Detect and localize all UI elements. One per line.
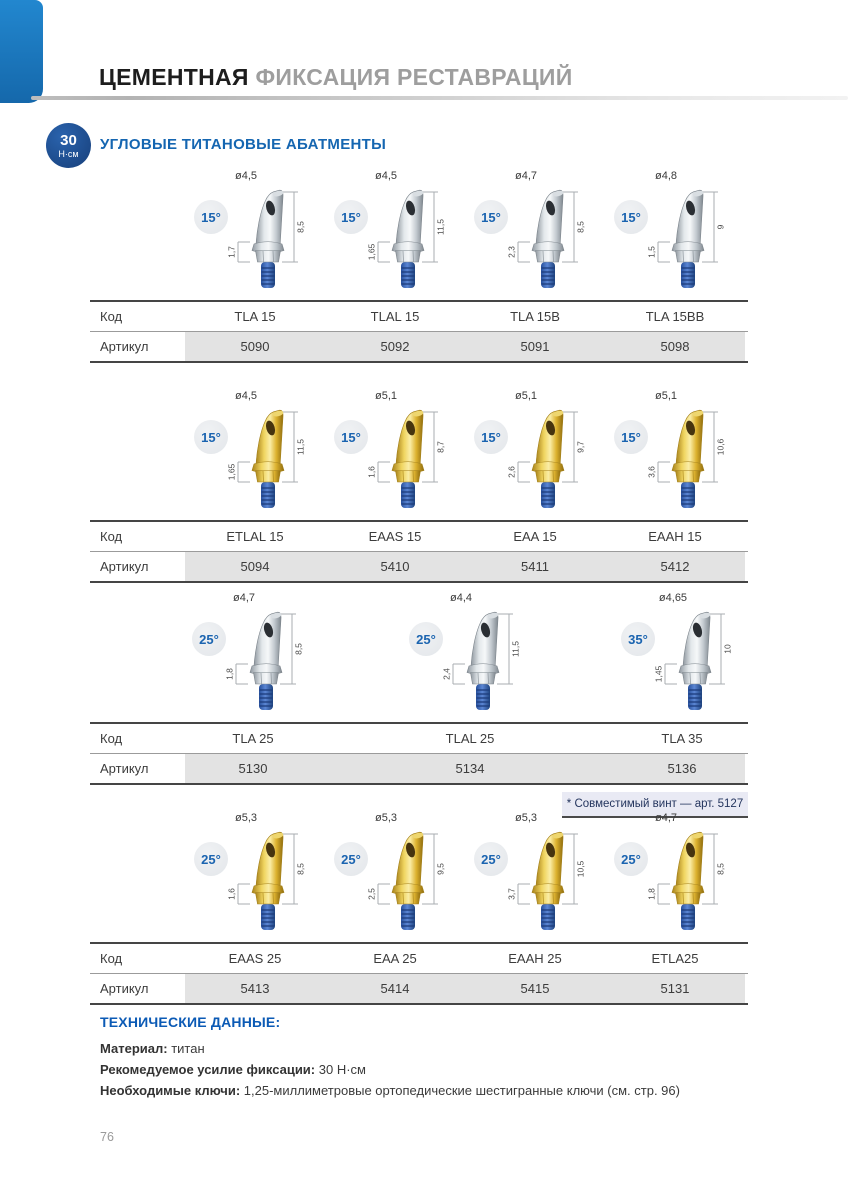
header-divider bbox=[31, 96, 848, 100]
product-cell bbox=[185, 812, 325, 936]
code-row bbox=[90, 944, 748, 974]
page-number: 76 bbox=[100, 1130, 114, 1144]
base-height-dim: 3,6 bbox=[646, 466, 657, 478]
angle-badge bbox=[334, 200, 368, 234]
product-article: 5134 bbox=[321, 754, 619, 783]
abutment-figure bbox=[621, 610, 733, 716]
code-row bbox=[90, 302, 748, 332]
angle-value: 25° bbox=[621, 851, 641, 867]
product-article: 5131 bbox=[605, 974, 745, 1003]
total-height-dim: 11,5 bbox=[510, 641, 521, 657]
diameter-label: ø4,5 bbox=[234, 390, 257, 402]
base-height-dim: 1,6 bbox=[226, 888, 237, 900]
base-height-dim: 1,8 bbox=[224, 668, 235, 680]
torque-value: 30 bbox=[60, 131, 77, 149]
total-height-dim: 8,5 bbox=[295, 863, 306, 875]
product-group-3 bbox=[90, 592, 748, 818]
abutment-illustration bbox=[646, 830, 726, 936]
angle-badge bbox=[194, 420, 228, 454]
product-code: ETLAL 15 bbox=[226, 529, 284, 544]
angle-value: 15° bbox=[481, 209, 501, 225]
angle-value: 15° bbox=[621, 429, 641, 445]
product-cell bbox=[185, 170, 325, 294]
angle-value: 25° bbox=[341, 851, 361, 867]
product-cell bbox=[465, 170, 605, 294]
product-code: EAAH 25 bbox=[508, 951, 562, 966]
product-code: TLA 15 bbox=[234, 309, 276, 324]
base-height-dim: 1,6 bbox=[366, 466, 377, 478]
angle-badge bbox=[614, 200, 648, 234]
page-title bbox=[99, 64, 573, 91]
product-cell bbox=[325, 170, 465, 294]
diameter-label: ø4,5 bbox=[234, 170, 257, 182]
tech-label: Материал: bbox=[100, 1041, 168, 1056]
abutment-figure bbox=[192, 610, 304, 716]
product-article: 5414 bbox=[325, 974, 465, 1003]
product-group-4 bbox=[90, 812, 748, 1005]
product-article: 5130 bbox=[185, 754, 321, 783]
diameter-label: ø5,1 bbox=[654, 390, 677, 402]
abutment-figure bbox=[194, 408, 306, 514]
section-title: УГЛОВЫЕ ТИТАНОВЫЕ АБАТМЕНТЫ bbox=[100, 136, 387, 153]
torque-unit: Н·см bbox=[58, 148, 79, 159]
figure-row bbox=[90, 170, 748, 294]
abutment-figure bbox=[614, 408, 726, 514]
product-code: EAAS 25 bbox=[228, 951, 282, 966]
compatible-screw-note: * Совместимый винт — арт. 5127 bbox=[562, 792, 748, 818]
abutment-illustration bbox=[646, 408, 726, 514]
product-article: 5411 bbox=[465, 552, 605, 581]
product-cell bbox=[605, 390, 745, 514]
abutment-illustration bbox=[224, 610, 304, 716]
angle-value: 25° bbox=[199, 631, 219, 647]
page-title-secondary: ФИКСАЦИЯ РЕСТАВРАЦИЙ bbox=[255, 64, 573, 90]
angle-value: 25° bbox=[201, 851, 221, 867]
abutment-figure bbox=[474, 408, 586, 514]
abutment-figure bbox=[334, 408, 446, 514]
technical-data-heading: ТЕХНИЧЕСКИЕ ДАННЫЕ: bbox=[100, 1014, 281, 1030]
total-height-dim: 11,5 bbox=[295, 439, 306, 455]
total-height-dim: 9,7 bbox=[575, 441, 586, 453]
angle-badge bbox=[409, 622, 443, 656]
abutment-figure bbox=[614, 188, 726, 294]
total-height-dim: 8,5 bbox=[715, 863, 726, 875]
product-article: 5412 bbox=[605, 552, 745, 581]
product-code: EAAH 15 bbox=[648, 529, 702, 544]
abutment-illustration bbox=[226, 830, 306, 936]
product-article: 5094 bbox=[185, 552, 325, 581]
tech-value: 1,25-миллиметровые ортопедические шестигранные ключи (см. стр. 96) bbox=[243, 1083, 680, 1098]
diameter-label: ø4,8 bbox=[654, 170, 677, 182]
figure-row-spacer bbox=[90, 812, 185, 936]
product-article: 5415 bbox=[465, 974, 605, 1003]
angle-value: 15° bbox=[201, 429, 221, 445]
diameter-label: ø4,4 bbox=[449, 592, 472, 604]
angle-badge bbox=[334, 842, 368, 876]
torque-badge bbox=[46, 123, 91, 168]
article-row bbox=[90, 332, 748, 361]
product-code: TLA 35 bbox=[661, 731, 703, 746]
product-code: TLA 25 bbox=[232, 731, 274, 746]
abutment-figure bbox=[334, 188, 446, 294]
product-code: ETLA25 bbox=[651, 951, 699, 966]
diameter-label: ø4,5 bbox=[374, 170, 397, 182]
row-label-article: Артикул bbox=[100, 559, 149, 574]
abutment-figure bbox=[474, 830, 586, 936]
diameter-label: ø4,65 bbox=[658, 592, 688, 604]
total-height-dim: 8,5 bbox=[575, 221, 586, 233]
figure-row bbox=[90, 592, 748, 716]
product-cell bbox=[605, 812, 745, 936]
figure-row bbox=[90, 812, 748, 936]
product-code: EAA 15 bbox=[513, 529, 557, 544]
angle-badge bbox=[614, 842, 648, 876]
row-label-article: Артикул bbox=[100, 339, 149, 354]
angle-value: 15° bbox=[341, 429, 361, 445]
total-height-dim: 10,5 bbox=[575, 860, 586, 878]
abutment-figure bbox=[409, 610, 521, 716]
product-cell bbox=[619, 592, 745, 716]
figure-row bbox=[90, 390, 748, 514]
product-code: TLA 15B bbox=[510, 309, 560, 324]
base-height-dim: 2,3 bbox=[506, 246, 517, 258]
product-cell bbox=[325, 812, 465, 936]
angle-badge bbox=[621, 622, 655, 656]
tech-label: Рекомедуемое усилие фиксации: bbox=[100, 1062, 316, 1077]
base-height-dim: 1,45 bbox=[653, 665, 664, 683]
tech-row-torque bbox=[100, 1062, 780, 1077]
product-article: 5410 bbox=[325, 552, 465, 581]
base-height-dim: 1,5 bbox=[646, 246, 657, 258]
product-cell bbox=[605, 170, 745, 294]
product-table bbox=[90, 300, 748, 363]
product-cell bbox=[325, 390, 465, 514]
angle-value: 25° bbox=[416, 631, 436, 647]
base-height-dim: 1,7 bbox=[226, 246, 237, 258]
product-article: 5090 bbox=[185, 332, 325, 361]
product-cell bbox=[185, 390, 325, 514]
total-height-dim: 9 bbox=[715, 224, 726, 230]
tech-value: титан bbox=[171, 1041, 205, 1056]
product-article: 5091 bbox=[465, 332, 605, 361]
angle-badge bbox=[614, 420, 648, 454]
angle-badge bbox=[192, 622, 226, 656]
product-table bbox=[90, 520, 748, 583]
abutment-illustration bbox=[226, 408, 306, 514]
diameter-label: ø5,1 bbox=[374, 390, 397, 402]
product-cell bbox=[185, 592, 321, 716]
abutment-illustration bbox=[441, 610, 521, 716]
abutment-illustration bbox=[366, 188, 446, 294]
total-height-dim: 10 bbox=[722, 644, 733, 654]
row-label-code: Код bbox=[100, 951, 123, 966]
diameter-label: ø4,7 bbox=[232, 592, 255, 604]
product-group-1 bbox=[90, 170, 748, 363]
angle-badge bbox=[474, 200, 508, 234]
row-label-code: Код bbox=[100, 309, 123, 324]
angle-value: 15° bbox=[621, 209, 641, 225]
row-label-code: Код bbox=[100, 529, 123, 544]
row-label-article: Артикул bbox=[100, 761, 149, 776]
angle-value: 15° bbox=[201, 209, 221, 225]
product-article: 5413 bbox=[185, 974, 325, 1003]
angle-badge bbox=[334, 420, 368, 454]
base-height-dim: 1,8 bbox=[646, 888, 657, 900]
base-height-dim: 2,5 bbox=[366, 888, 377, 900]
code-row bbox=[90, 724, 748, 754]
product-cell bbox=[465, 390, 605, 514]
tech-value: 30 Н·см bbox=[318, 1062, 366, 1077]
product-article: 5098 bbox=[605, 332, 745, 361]
figure-row-spacer bbox=[90, 170, 185, 294]
article-row bbox=[90, 552, 748, 581]
base-height-dim: 1,65 bbox=[366, 243, 377, 261]
abutment-figure bbox=[474, 188, 586, 294]
diameter-label: ø5,3 bbox=[234, 812, 257, 824]
diameter-label: ø5,3 bbox=[374, 812, 397, 824]
product-code: TLAL 15 bbox=[370, 309, 420, 324]
total-height-dim: 9,5 bbox=[435, 863, 446, 875]
product-code: TLAL 25 bbox=[445, 731, 495, 746]
abutment-illustration bbox=[366, 830, 446, 936]
code-row bbox=[90, 522, 748, 552]
diameter-label: ø5,1 bbox=[514, 390, 537, 402]
row-label-code: Код bbox=[100, 731, 123, 746]
abutment-illustration bbox=[226, 188, 306, 294]
product-code: EAAS 15 bbox=[368, 529, 422, 544]
total-height-dim: 10,6 bbox=[715, 438, 726, 456]
product-code: EAA 25 bbox=[373, 951, 417, 966]
diameter-label: ø4,7 bbox=[654, 812, 677, 824]
figure-row-spacer bbox=[90, 592, 185, 716]
abutment-illustration bbox=[506, 188, 586, 294]
abutment-figure bbox=[194, 830, 306, 936]
angle-badge bbox=[474, 842, 508, 876]
abutment-illustration bbox=[646, 188, 726, 294]
angle-badge bbox=[194, 842, 228, 876]
abutment-illustration bbox=[653, 610, 733, 716]
product-article: 5092 bbox=[325, 332, 465, 361]
abutment-figure bbox=[194, 188, 306, 294]
angle-badge bbox=[194, 200, 228, 234]
total-height-dim: 8,5 bbox=[293, 643, 304, 655]
article-row bbox=[90, 754, 748, 783]
product-table bbox=[90, 722, 748, 785]
technical-data-section bbox=[100, 1014, 780, 1104]
angle-badge bbox=[474, 420, 508, 454]
product-cell bbox=[321, 592, 619, 716]
row-label-article: Артикул bbox=[100, 981, 149, 996]
total-height-dim: 8,5 bbox=[295, 221, 306, 233]
angle-value: 15° bbox=[341, 209, 361, 225]
figure-row-spacer bbox=[90, 390, 185, 514]
page-edge-tab bbox=[0, 0, 43, 103]
page-title-primary: ЦЕМЕНТНАЯ bbox=[99, 64, 249, 90]
abutment-figure bbox=[334, 830, 446, 936]
product-cell bbox=[465, 812, 605, 936]
total-height-dim: 11,5 bbox=[435, 219, 446, 235]
base-height-dim: 2,6 bbox=[506, 466, 517, 478]
angle-value: 35° bbox=[628, 631, 648, 647]
abutment-illustration bbox=[506, 408, 586, 514]
abutment-illustration bbox=[366, 408, 446, 514]
angle-value: 25° bbox=[481, 851, 501, 867]
tech-label: Необходимые ключи: bbox=[100, 1083, 241, 1098]
abutment-illustration bbox=[506, 830, 586, 936]
diameter-label: ø4,7 bbox=[514, 170, 537, 182]
base-height-dim: 1,65 bbox=[226, 463, 237, 481]
product-table bbox=[90, 942, 748, 1005]
product-group-2 bbox=[90, 390, 748, 583]
tech-row-tools bbox=[100, 1083, 780, 1098]
abutment-figure bbox=[614, 830, 726, 936]
base-height-dim: 3,7 bbox=[506, 888, 517, 900]
product-code: TLA 15BB bbox=[645, 309, 705, 324]
tech-row-material bbox=[100, 1041, 780, 1056]
angle-value: 15° bbox=[481, 429, 501, 445]
product-article: 5136 bbox=[619, 754, 745, 783]
base-height-dim: 2,4 bbox=[441, 668, 452, 680]
article-row bbox=[90, 974, 748, 1003]
total-height-dim: 8,7 bbox=[435, 441, 446, 453]
diameter-label: ø5,3 bbox=[514, 812, 537, 824]
